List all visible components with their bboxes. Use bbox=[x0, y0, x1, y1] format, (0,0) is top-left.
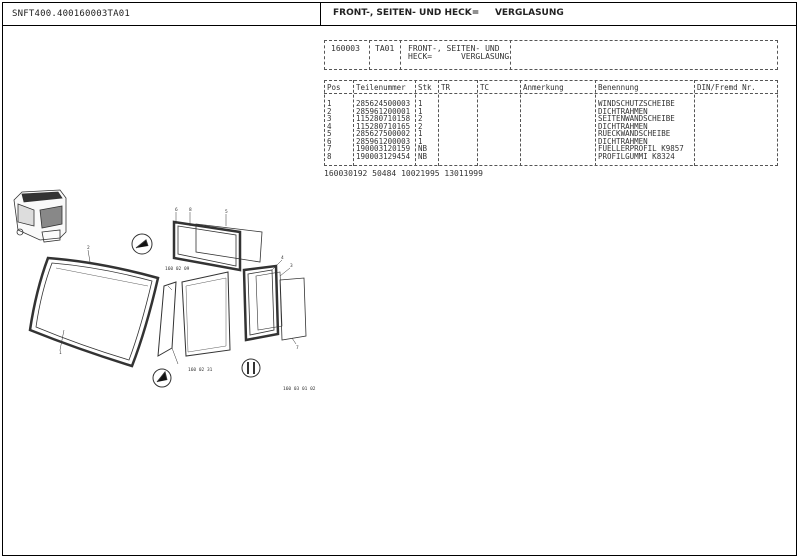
windshield bbox=[30, 258, 158, 366]
cell-qty: 1 bbox=[418, 106, 423, 116]
cell-part: 285961200003 bbox=[356, 136, 411, 146]
callout-2: 2 bbox=[87, 246, 90, 251]
cell-name: DICHTRAHMEN bbox=[598, 136, 648, 146]
cell-part: 190003120159 bbox=[356, 144, 411, 153]
column-divider bbox=[477, 80, 478, 166]
column-divider bbox=[694, 80, 695, 166]
cell-pos: 2 bbox=[327, 106, 332, 116]
cell-part: 285624500003 bbox=[356, 99, 411, 108]
callout-5: 5 bbox=[225, 210, 228, 215]
rear-window-frame bbox=[174, 222, 262, 270]
cell-qty: 1 bbox=[418, 99, 423, 108]
side-seal bbox=[158, 272, 230, 356]
cell-pos: 6 bbox=[327, 136, 332, 146]
cell-name: WINDSCHUTZSCHEIBE bbox=[598, 99, 675, 108]
page-title: FRONT-, SEITEN- UND HECK= VERGLASUNG bbox=[333, 8, 564, 18]
callout-1: 1 bbox=[59, 351, 62, 356]
cell-name: RUECKWANDSCHEIBE bbox=[598, 129, 671, 138]
cell-name: SEITENWANDSCHEIBE bbox=[598, 114, 675, 123]
group-description-line1: FRONT-, SEITEN- UND bbox=[408, 44, 500, 53]
column-header: Teilenummer bbox=[356, 83, 406, 92]
cell-part: 115280710165 bbox=[356, 121, 411, 131]
column-divider bbox=[438, 80, 439, 166]
cell-part: 285627500002 bbox=[356, 129, 411, 138]
info-divider bbox=[369, 40, 370, 70]
callout-6: 6 bbox=[175, 208, 178, 213]
group-description-line2: HECK= VERGLASUNG bbox=[408, 52, 510, 61]
header-divider bbox=[2, 25, 797, 26]
table-header-divider bbox=[324, 93, 778, 94]
cell-part: 115280710158 bbox=[356, 114, 411, 123]
callout-4: 4 bbox=[281, 256, 284, 261]
cell-pos: 4 bbox=[327, 121, 332, 131]
cell-qty: 1 bbox=[418, 129, 423, 138]
callout-8: 8 bbox=[189, 208, 192, 213]
cell-qty: 2 bbox=[418, 114, 423, 123]
document-id: SNFT400.400160003TA01 bbox=[12, 9, 130, 19]
column-divider bbox=[353, 80, 354, 166]
callout-3: 3 bbox=[290, 264, 293, 269]
ref-160-02-09: 160 02 09 bbox=[165, 267, 190, 272]
ref-160-03-01-02: 160 03 01 02 bbox=[283, 387, 316, 392]
callout-7: 7 bbox=[296, 346, 299, 351]
info-divider bbox=[400, 40, 401, 70]
column-divider bbox=[595, 80, 596, 166]
cell-pos: 5 bbox=[327, 129, 332, 138]
cell-name: DICHTRAHMEN bbox=[598, 121, 648, 131]
ref-160-02-31: 160 02 31 bbox=[188, 368, 213, 373]
column-divider bbox=[520, 80, 521, 166]
cell-name: PROFILGUMMI K8324 bbox=[598, 151, 675, 161]
cell-pos: 8 bbox=[327, 151, 332, 161]
cell-name: FUELLERPROFIL K9857 bbox=[598, 144, 684, 153]
cell-name: DICHTRAHMEN bbox=[598, 106, 648, 116]
header-column-divider bbox=[320, 2, 321, 25]
column-header: DIN/Fremd Nr. bbox=[697, 83, 756, 92]
column-header: TC bbox=[480, 83, 490, 92]
cell-qty: NB bbox=[418, 144, 428, 153]
column-divider bbox=[415, 80, 416, 166]
cell-qty: 1 bbox=[418, 136, 423, 146]
cell-pos: 7 bbox=[327, 144, 332, 153]
column-header: Pos bbox=[327, 83, 341, 92]
cell-pos: 1 bbox=[327, 99, 332, 108]
exploded-view-drawing bbox=[0, 180, 330, 410]
ta-code: TA01 bbox=[375, 44, 395, 53]
column-header: Anmerkung bbox=[523, 83, 564, 92]
side-window bbox=[244, 266, 306, 340]
cell-pos: 3 bbox=[327, 114, 332, 123]
cell-qty: 2 bbox=[418, 121, 423, 131]
footer-codes: 160030192 50484 10021995 13011999 bbox=[324, 169, 483, 178]
column-header: Stk bbox=[418, 83, 432, 92]
group-number: 160003 bbox=[331, 44, 360, 53]
cab-thumbnail bbox=[14, 190, 66, 242]
cell-part: 285961200001 bbox=[356, 106, 411, 116]
column-header: Benennung bbox=[598, 83, 639, 92]
column-header: TR bbox=[441, 83, 451, 92]
cell-qty: NB bbox=[418, 151, 428, 161]
info-divider bbox=[510, 40, 511, 70]
cell-part: 190003129454 bbox=[356, 151, 411, 161]
